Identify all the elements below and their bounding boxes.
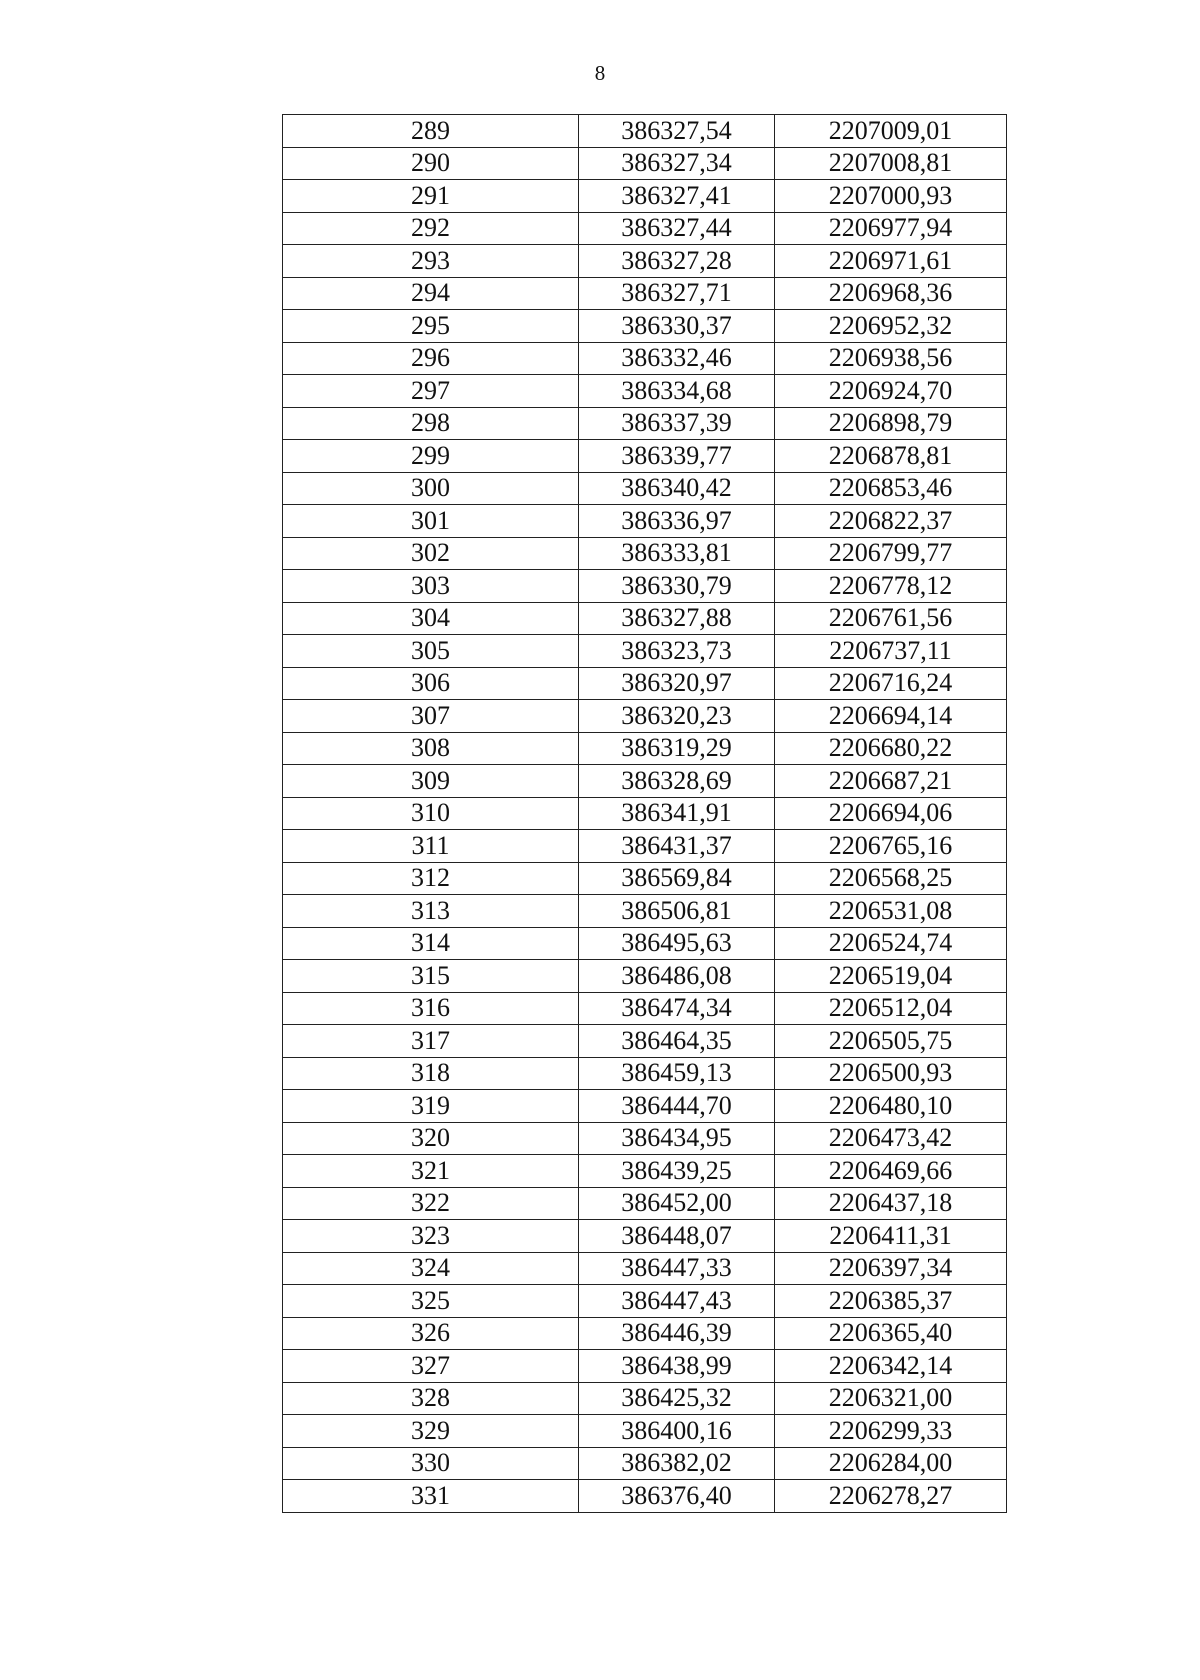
table-row — [283, 765, 1007, 798]
point-number-cell: 294 — [283, 277, 579, 310]
x-coordinate-cell: 386506,81 — [579, 895, 775, 928]
table-row — [283, 1415, 1007, 1448]
y-coordinate-cell: 2206519,04 — [775, 960, 1007, 993]
x-coordinate-cell: 386336,97 — [579, 505, 775, 538]
x-coordinate-cell: 386333,81 — [579, 537, 775, 570]
point-number-cell: 295 — [283, 310, 579, 343]
y-coordinate-cell: 2206878,81 — [775, 440, 1007, 473]
y-coordinate-cell: 2206716,24 — [775, 667, 1007, 700]
y-coordinate-cell: 2206971,61 — [775, 245, 1007, 278]
point-number-cell: 289 — [283, 115, 579, 148]
point-number-cell: 313 — [283, 895, 579, 928]
table-row — [283, 992, 1007, 1025]
y-coordinate-cell: 2206321,00 — [775, 1382, 1007, 1415]
x-coordinate-cell: 386446,39 — [579, 1317, 775, 1350]
point-number-cell: 310 — [283, 797, 579, 830]
y-coordinate-cell: 2206680,22 — [775, 732, 1007, 765]
table-row — [283, 180, 1007, 213]
x-coordinate-cell: 386327,34 — [579, 147, 775, 180]
table-row — [283, 147, 1007, 180]
y-coordinate-cell: 2206473,42 — [775, 1122, 1007, 1155]
y-coordinate-cell: 2206924,70 — [775, 375, 1007, 408]
point-number-cell: 309 — [283, 765, 579, 798]
page-number: 8 — [594, 61, 606, 85]
table-row — [283, 1155, 1007, 1188]
x-coordinate-cell: 386327,44 — [579, 212, 775, 245]
point-number-cell: 299 — [283, 440, 579, 473]
point-number-cell: 312 — [283, 862, 579, 895]
coordinates-table — [282, 114, 1007, 1513]
point-number-cell: 328 — [283, 1382, 579, 1415]
point-number-cell: 297 — [283, 375, 579, 408]
point-number-cell: 320 — [283, 1122, 579, 1155]
y-coordinate-cell: 2206512,04 — [775, 992, 1007, 1025]
point-number-cell: 314 — [283, 927, 579, 960]
point-number-cell: 327 — [283, 1350, 579, 1383]
table-row — [283, 667, 1007, 700]
table-row — [283, 440, 1007, 473]
point-number-cell: 290 — [283, 147, 579, 180]
x-coordinate-cell: 386495,63 — [579, 927, 775, 960]
table-row — [283, 1252, 1007, 1285]
table-row — [283, 960, 1007, 993]
x-coordinate-cell: 386376,40 — [579, 1480, 775, 1513]
table-row — [283, 830, 1007, 863]
x-coordinate-cell: 386341,91 — [579, 797, 775, 830]
y-coordinate-cell: 2206687,21 — [775, 765, 1007, 798]
y-coordinate-cell: 2206968,36 — [775, 277, 1007, 310]
point-number-cell: 305 — [283, 635, 579, 668]
point-number-cell: 329 — [283, 1415, 579, 1448]
point-number-cell: 330 — [283, 1447, 579, 1480]
y-coordinate-cell: 2206385,37 — [775, 1285, 1007, 1318]
table-row — [283, 927, 1007, 960]
table-row — [283, 505, 1007, 538]
point-number-cell: 308 — [283, 732, 579, 765]
x-coordinate-cell: 386327,41 — [579, 180, 775, 213]
y-coordinate-cell: 2206342,14 — [775, 1350, 1007, 1383]
x-coordinate-cell: 386319,29 — [579, 732, 775, 765]
y-coordinate-cell: 2206365,40 — [775, 1317, 1007, 1350]
table-row — [283, 635, 1007, 668]
table-row — [283, 1090, 1007, 1123]
point-number-cell: 307 — [283, 700, 579, 733]
table-row — [283, 310, 1007, 343]
y-coordinate-cell: 2206568,25 — [775, 862, 1007, 895]
point-number-cell: 322 — [283, 1187, 579, 1220]
x-coordinate-cell: 386434,95 — [579, 1122, 775, 1155]
table-row — [283, 1057, 1007, 1090]
y-coordinate-cell: 2206737,11 — [775, 635, 1007, 668]
x-coordinate-cell: 386486,08 — [579, 960, 775, 993]
x-coordinate-cell: 386382,02 — [579, 1447, 775, 1480]
point-number-cell: 303 — [283, 570, 579, 603]
x-coordinate-cell: 386452,00 — [579, 1187, 775, 1220]
y-coordinate-cell: 2206952,32 — [775, 310, 1007, 343]
table-row — [283, 1447, 1007, 1480]
point-number-cell: 301 — [283, 505, 579, 538]
table-row — [283, 1025, 1007, 1058]
y-coordinate-cell: 2206799,77 — [775, 537, 1007, 570]
point-number-cell: 302 — [283, 537, 579, 570]
x-coordinate-cell: 386339,77 — [579, 440, 775, 473]
table-row — [283, 277, 1007, 310]
y-coordinate-cell: 2206284,00 — [775, 1447, 1007, 1480]
table-row — [283, 1285, 1007, 1318]
x-coordinate-cell: 386327,28 — [579, 245, 775, 278]
y-coordinate-cell: 2206524,74 — [775, 927, 1007, 960]
point-number-cell: 319 — [283, 1090, 579, 1123]
point-number-cell: 317 — [283, 1025, 579, 1058]
y-coordinate-cell: 2206299,33 — [775, 1415, 1007, 1448]
x-coordinate-cell: 386327,54 — [579, 115, 775, 148]
y-coordinate-cell: 2206765,16 — [775, 830, 1007, 863]
x-coordinate-cell: 386328,69 — [579, 765, 775, 798]
table-row — [283, 1480, 1007, 1513]
point-number-cell: 318 — [283, 1057, 579, 1090]
y-coordinate-cell: 2206480,10 — [775, 1090, 1007, 1123]
point-number-cell: 293 — [283, 245, 579, 278]
table-row — [283, 1350, 1007, 1383]
x-coordinate-cell: 386400,16 — [579, 1415, 775, 1448]
table-row — [283, 245, 1007, 278]
table-row — [283, 1317, 1007, 1350]
x-coordinate-cell: 386320,97 — [579, 667, 775, 700]
point-number-cell: 306 — [283, 667, 579, 700]
table-row — [283, 895, 1007, 928]
x-coordinate-cell: 386474,34 — [579, 992, 775, 1025]
table-row — [283, 407, 1007, 440]
x-coordinate-cell: 386447,33 — [579, 1252, 775, 1285]
table-row — [283, 212, 1007, 245]
x-coordinate-cell: 386438,99 — [579, 1350, 775, 1383]
point-number-cell: 324 — [283, 1252, 579, 1285]
x-coordinate-cell: 386439,25 — [579, 1155, 775, 1188]
x-coordinate-cell: 386459,13 — [579, 1057, 775, 1090]
coordinates-table-body — [283, 115, 1007, 1513]
y-coordinate-cell: 2206778,12 — [775, 570, 1007, 603]
table-row — [283, 602, 1007, 635]
y-coordinate-cell: 2206853,46 — [775, 472, 1007, 505]
y-coordinate-cell: 2207008,81 — [775, 147, 1007, 180]
point-number-cell: 316 — [283, 992, 579, 1025]
point-number-cell: 331 — [283, 1480, 579, 1513]
point-number-cell: 296 — [283, 342, 579, 375]
point-number-cell: 321 — [283, 1155, 579, 1188]
x-coordinate-cell: 386448,07 — [579, 1220, 775, 1253]
table-row — [283, 342, 1007, 375]
table-row — [283, 862, 1007, 895]
x-coordinate-cell: 386334,68 — [579, 375, 775, 408]
point-number-cell: 325 — [283, 1285, 579, 1318]
x-coordinate-cell: 386320,23 — [579, 700, 775, 733]
x-coordinate-cell: 386332,46 — [579, 342, 775, 375]
x-coordinate-cell: 386569,84 — [579, 862, 775, 895]
y-coordinate-cell: 2206500,93 — [775, 1057, 1007, 1090]
x-coordinate-cell: 386464,35 — [579, 1025, 775, 1058]
y-coordinate-cell: 2206761,56 — [775, 602, 1007, 635]
table-row — [283, 1220, 1007, 1253]
point-number-cell: 291 — [283, 180, 579, 213]
x-coordinate-cell: 386323,73 — [579, 635, 775, 668]
table-row — [283, 472, 1007, 505]
x-coordinate-cell: 386425,32 — [579, 1382, 775, 1415]
y-coordinate-cell: 2206938,56 — [775, 342, 1007, 375]
table-row — [283, 375, 1007, 408]
point-number-cell: 292 — [283, 212, 579, 245]
point-number-cell: 326 — [283, 1317, 579, 1350]
y-coordinate-cell: 2206822,37 — [775, 505, 1007, 538]
point-number-cell: 323 — [283, 1220, 579, 1253]
y-coordinate-cell: 2206531,08 — [775, 895, 1007, 928]
point-number-cell: 304 — [283, 602, 579, 635]
point-number-cell: 298 — [283, 407, 579, 440]
y-coordinate-cell: 2206977,94 — [775, 212, 1007, 245]
y-coordinate-cell: 2206505,75 — [775, 1025, 1007, 1058]
table-row — [283, 1382, 1007, 1415]
table-row — [283, 1122, 1007, 1155]
y-coordinate-cell: 2206437,18 — [775, 1187, 1007, 1220]
y-coordinate-cell: 2206694,14 — [775, 700, 1007, 733]
x-coordinate-cell: 386337,39 — [579, 407, 775, 440]
point-number-cell: 300 — [283, 472, 579, 505]
y-coordinate-cell: 2206278,27 — [775, 1480, 1007, 1513]
table-row — [283, 1187, 1007, 1220]
point-number-cell: 311 — [283, 830, 579, 863]
x-coordinate-cell: 386330,37 — [579, 310, 775, 343]
x-coordinate-cell: 386327,71 — [579, 277, 775, 310]
y-coordinate-cell: 2207000,93 — [775, 180, 1007, 213]
x-coordinate-cell: 386340,42 — [579, 472, 775, 505]
x-coordinate-cell: 386330,79 — [579, 570, 775, 603]
y-coordinate-cell: 2206898,79 — [775, 407, 1007, 440]
table-row — [283, 570, 1007, 603]
y-coordinate-cell: 2206694,06 — [775, 797, 1007, 830]
y-coordinate-cell: 2206397,34 — [775, 1252, 1007, 1285]
table-row — [283, 700, 1007, 733]
table-row — [283, 797, 1007, 830]
table-row — [283, 732, 1007, 765]
x-coordinate-cell: 386327,88 — [579, 602, 775, 635]
x-coordinate-cell: 386431,37 — [579, 830, 775, 863]
y-coordinate-cell: 2207009,01 — [775, 115, 1007, 148]
table-row — [283, 537, 1007, 570]
y-coordinate-cell: 2206411,31 — [775, 1220, 1007, 1253]
x-coordinate-cell: 386444,70 — [579, 1090, 775, 1123]
y-coordinate-cell: 2206469,66 — [775, 1155, 1007, 1188]
table-row — [283, 115, 1007, 148]
x-coordinate-cell: 386447,43 — [579, 1285, 775, 1318]
point-number-cell: 315 — [283, 960, 579, 993]
